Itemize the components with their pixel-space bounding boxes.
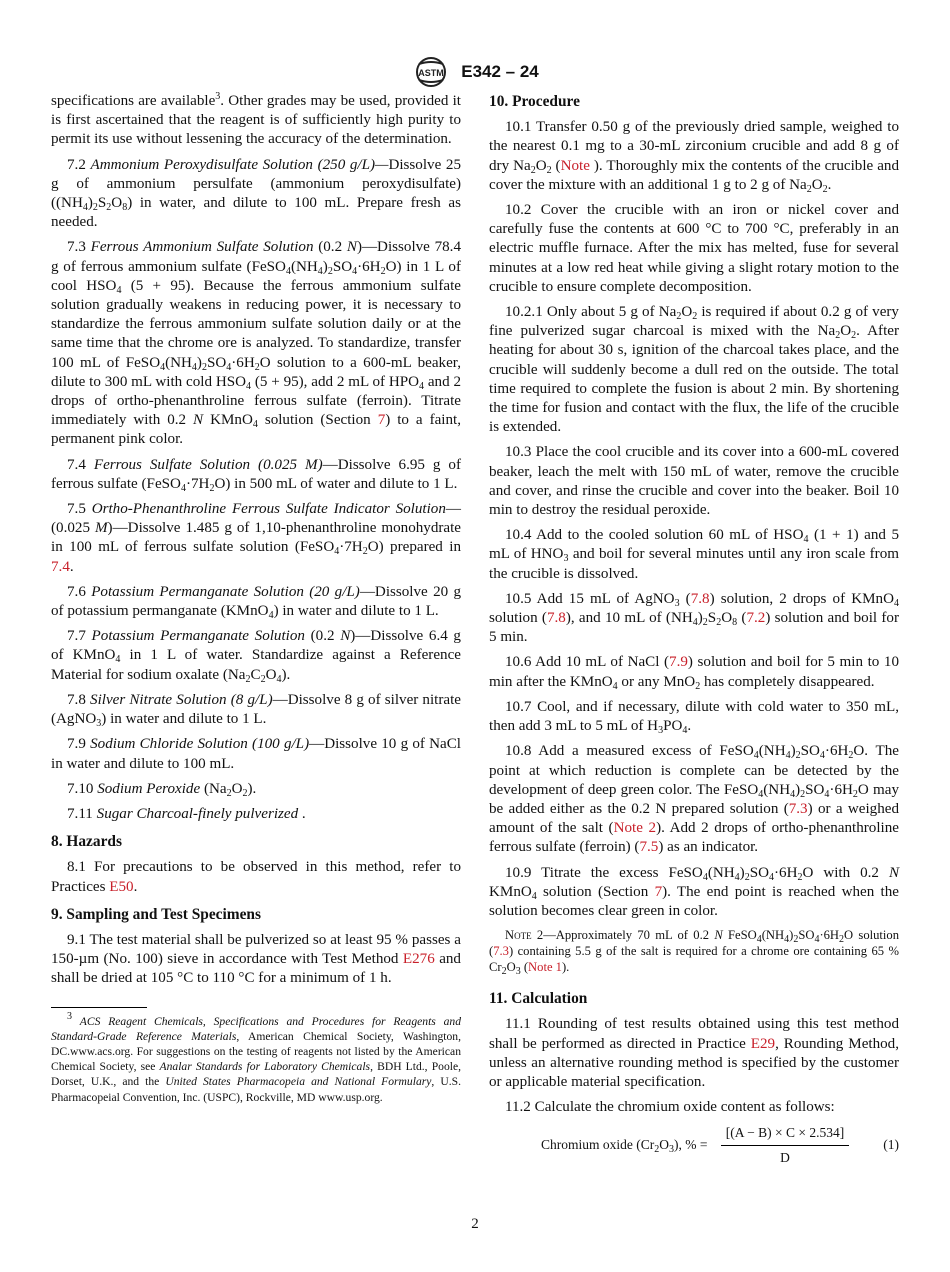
section-7-10: 7.10 Sodium Peroxide $(Na_2O_2)$. [67,780,257,799]
svg-text:ASTM: ASTM [418,68,444,78]
section-7-9: 7.9 Sodium Chloride Solution (100 g/L)—Dissolve 10 g of NaCl in water and dilute to 100 mL. [51,736,462,772]
section-ref-link[interactable]: 7 [377,412,386,429]
note-ref-link[interactable]: Note 2 [613,820,657,837]
section-ref-link[interactable]: 7.8 [690,590,710,607]
section-heading-10: 10. Procedure [489,93,580,110]
equation-denominator: D [780,1149,790,1165]
section-10-3: 10.3 Place the cool crucible and its cover into a 600-mL covered beaker, leach the melt with 150 mL of water, remove the crucible and cover, and rinse the crucible and cover into the beaker. Boil 10 min to destroy the residual peroxide. [489,444,899,519]
section-10-5: 10.5 Add 15 mL of AgNO$_3$ (7.8) solution, 2 drops of KMnO$_4$ solution (7.8), and 10 mL of $(NH_4)_2S_2O_8$ (7.2) solution and boil for 5 min. [489,590,899,646]
section-ref-link[interactable]: 7.8 [546,610,566,627]
section-10-7: 10.7 Cool, and if necessary, dilute with cold water to 350 mL, then add 3 mL to 5 mL of $H_3PO_4$. [489,698,899,737]
section-heading-8: 8. Hazards [51,833,122,851]
section-7-5: 7.5 Ortho-Phenanthroline Ferrous Sulfate Indicator Solution—(0.025 M)—Dissolve 1.485 g of 1,10-phenanthroline monohydrate in 100 mL of ferrous sulfate solution $(FeSO_4\cdot 7H_2O)$ prepared in 7.4. [51,501,461,575]
footnote-3: $^3$ ACS Reagent Chemicals, Specifications and Procedures for Reagents and Standard-Grade Reference Materials, American Chemical Society, Washington, DC.www.acs.org. For suggestions on the testing of reagents not listed by the American Chemical Society, see Analar Standards for Laboratory Chemicals, BDH Ltd., Poole, Dorset, U.K., and the United States Pharmacopeia and National Formulary, U.S. Pharmacopeial Convention, Inc. (USPC), Rockville, MD www.usp.org. [51,1010,462,1104]
note-ref-link[interactable]: Note 1 [528,960,562,975]
section-10-4: 10.4 Add to the cooled solution 60 mL of $HSO_4$ (1 + 1) and 5 mL of $HNO_3$ and boil for several minutes until any iron scale from the crucible is dissolved. [489,527,900,582]
section-ref-link[interactable]: 7 [654,883,663,900]
test-method-ref-link[interactable]: E276 [402,951,435,968]
left-column [51,92,461,1105]
section-ref-link[interactable]: 7.4 [51,558,70,575]
document-designation: E342 – 24 [461,62,539,81]
section-ref-link[interactable]: 7.3 [788,800,808,817]
section-ref-link[interactable]: 7.5 [639,839,659,856]
section-8-1: 8.1 For precautions to be observed in this method, refer to Practices E50. [51,859,461,895]
equation-1 [489,1125,899,1165]
section-9-1: 9.1 The test material shall be pulverized so at least 95 % passes a 150-µm (No. 100) sieve in accordance with Test Method E276 and shall be dried at 105 °C to 110 °C for a minimum of 1 h. [51,931,461,987]
section-7-6: 7.6 Potassium Permanganate Solution (20 g/L)—Dissolve 20 g of potassium permanganate (KMnO$_4$) in water and dilute to 1 L. [51,583,462,622]
section-7-7: 7.7 Potassium Permanganate Solution (0.2 N)—Dissolve 6.4 g of KMnO$_4$ in 1 L of water. Standardize against a Reference Material for sodium oxalate $(Na_2C_2O_4)$. [51,628,461,685]
practice-ref-link[interactable]: E29 [750,1035,776,1052]
footnote-divider [51,1007,147,1008]
note-2: Note 2—Approximately 70 mL of 0.2 N $FeSO_4(NH_4)_2SO_4\cdot 6H_2O$ solution (7.3) containing 5.5 g of the salt is required for a chrome ore containing 65 % $Cr_2O_3$ (Note 1). [489,928,900,978]
section-10-2-1: 10.2.1 Only about 5 g of $Na_2O_2$ is required if about 0.2 g of very fine pulverized sugar charcoal is mixed with the $Na_2O_2$. After heating for about 30 s, ignition of the charcoal takes place, and the crucible will suddenly become a dull red on the outside. The total time required to complete the fusion is about 2 min. By shortening the time for fusion and contact with the flux, the life of the crucible is extended. [489,304,900,436]
equation-number: (1) [883,1137,899,1153]
section-7-11: 7.11 Sugar Charcoal-finely pulverized . [67,805,306,822]
section-11-1: 11.1 Rounding of test results obtained using this test method shall be performed as directed in Practice E29, Rounding Method, unless an alternative rounding method is specified by the customer or applicable material specification. [489,1016,900,1090]
section-7-4: 7.4 Ferrous Sulfate Solution (0.025 M)—Dissolve 6.95 g of ferrous sulfate $(FeSO_4\cdot 7H_2O)$ in 500 mL of water and dilute to 1 L. [51,456,461,494]
page-header [0,56,950,88]
equation-lhs: Chromium oxide $(Cr_2O_3)$, % = [541,1137,708,1156]
section-heading-11: 11. Calculation [489,990,588,1008]
section-heading-9: 9. Sampling and Test Specimens [51,905,261,923]
equation-fraction [721,1123,849,1166]
section-7-2: 7.2 Ammonium Peroxydisulfate Solution (250 g/L)—Dissolve 25 g of ammonium persulfate (ammonium peroxydisulfate) $((NH_4)_2S_2O_8)$ in water, and dilute to 100 mL. Prepare fresh as needed. [51,156,461,231]
paragraph-continued: specifications are available$^3$. Other grades may be used, provided it is first ascertained that the reagent is of sufficiently high purity to permit its use without lessening the accuracy of the determination. [51,91,461,148]
practice-ref-link[interactable]: E50 [109,878,134,895]
note-ref-link[interactable]: Note [560,157,590,174]
astm-logo-icon [411,56,451,88]
section-10-8: 10.8 Add a measured excess of $FeSO_4(NH_4)_2SO_4\cdot 6H_2O$. The point at which reduction is complete can be detected by the development of deep green color. The $FeSO_4(NH_4)_2SO_4\cdot 6H_2O$ may be added either as the 0.2 N prepared solution (7.3) or a weighed amount of the salt (Note 2). Add 2 drops of ortho-phenanthroline ferrous sulfate (ferroin) (7.5) as an indicator. [489,743,899,856]
section-10-1: 10.1 Transfer 0.50 g of the previously dried sample, weighed to the nearest 0.1 mg to a 30-mL zirconium crucible and add 8 g of dry $Na_2O_2$ (Note ). Thoroughly mix the contents of the crucible and cover the mixture with an additional 1 g to 2 g of $Na_2O_2$. [489,119,899,195]
equation-numerator: [(A − B) × C × 2.534] [721,1123,849,1145]
right-column [489,92,899,1165]
section-10-2: 10.2 Cover the crucible with an iron or nickel cover and carefully fuse the contents at 600 °C to 700 °C, preferably in an electric muffle furnace. After the mix has melted, fuse for several minutes at a low red heat while giving a slight rotary motion to the crucible to ensure complete decomposition. [489,202,899,295]
section-7-3: 7.3 Ferrous Ammonium Sulfate Solution (0.2 N)—Dissolve 78.4 g of ferrous ammonium sulfate $(FeSO_4(NH_4)_2SO_4\cdot 6H_2O)$ in 1 L of cool $HSO_4$ (5 + 95). Because the ferrous ammonium sulfate solution gradually weakens in reducing power, it is necessary to standardize the ferrous ammonium sulfate solution daily or at the same time that the chrome ore is analyzed. To standardize, transfer 100 mL of $FeSO_4(NH_4)_2SO_4\cdot 6H_2O$ solution to a 600-mL beaker, dilute to 300 mL with cold $HSO_4$ (5 + 95), add 2 mL of $HPO_4$ and 2 drops of ortho-phenanthroline ferrous sulfate (ferroin). Titrate immediately with 0.2 N KMnO$_4$ solution (Section 7) to a faint, permanent pink color. [51,239,462,448]
section-10-6: 10.6 Add 10 mL of NaCl (7.9) solution and boil for 5 min to 10 min after the KMnO$_4$ or any MnO$_2$ has completely disappeared. [489,654,900,692]
section-ref-link[interactable]: 7.9 [669,654,688,671]
section-7-8: 7.8 Silver Nitrate Solution (8 g/L)—Dissolve 8 g of silver nitrate (AgNO$_3$) in water and dilute to 1 L. [51,691,461,730]
section-11-2: 11.2 Calculate the chromium oxide content as follows: [505,1099,835,1116]
page-number: 2 [471,1216,479,1232]
section-ref-link[interactable]: 7.3 [493,944,509,959]
section-10-9: 10.9 Titrate the excess $FeSO_4(NH_4)_2SO_4\cdot 6H_2O$ with 0.2 N KMnO$_4$ solution (Section 7). The end point is reached when the solution becomes clear green in color. [489,864,900,919]
section-ref-link[interactable]: 7.2 [746,610,766,627]
